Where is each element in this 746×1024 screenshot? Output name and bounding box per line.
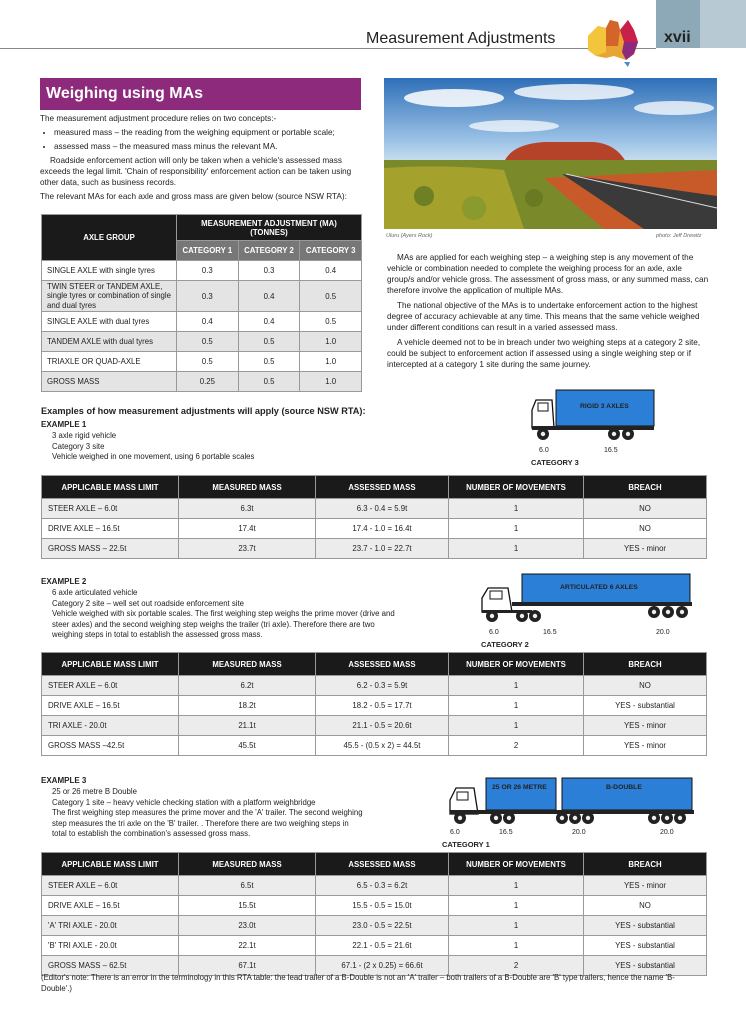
text-line: step measures the tri axle on the 'B' trailer. . Therefore there are two weighing steps in — [52, 818, 349, 828]
axle-mass-label: 20.0 — [660, 829, 674, 836]
table-cell: 18.2 - 0.5 = 17.7t — [316, 696, 449, 716]
table-cell: 17.4t — [179, 519, 316, 539]
axle-mass-label: 16.5 — [604, 447, 618, 454]
table-cell: STEER AXLE – 6.0t — [42, 499, 179, 519]
table-cell: 17.4 - 1.0 = 16.4t — [316, 519, 449, 539]
axle-mass-label: 16.5 — [499, 829, 513, 836]
table-cell: 23.7t — [179, 539, 316, 559]
table-cell: 1.0 — [300, 372, 362, 392]
example-3-table — [41, 852, 707, 976]
table-cell: 45.5t — [179, 736, 316, 756]
page-title: Measurement Adjustments — [366, 30, 556, 47]
category-label: CATEGORY 3 — [531, 458, 579, 467]
table-row — [42, 676, 707, 696]
col-header: NUMBER OF MOVEMENTS — [449, 476, 584, 499]
table-cell: YES - substantial — [584, 916, 707, 936]
table-cell: 45.5 - (0.5 x 2) = 44.5t — [316, 736, 449, 756]
col-header: BREACH — [584, 476, 707, 499]
table-cell: 6.3t — [179, 499, 316, 519]
table-cell: 18.2t — [179, 696, 316, 716]
col-header: ASSESSED MASS — [316, 476, 449, 499]
table-cell: 67.1t — [179, 956, 316, 976]
table-cell: 'A' TRI AXLE - 20.0t — [42, 916, 179, 936]
table-row — [42, 312, 362, 332]
table-cell: DRIVE AXLE – 16.5t — [42, 696, 179, 716]
axle-mass-label: 6.0 — [489, 629, 499, 636]
table-cell: 0.25 — [177, 372, 239, 392]
example-1-table — [41, 475, 707, 559]
example-2-table — [41, 652, 707, 756]
text-line: Vehicle weighed with six portable scales. The first weighing step weighs the prime mover (drive and — [52, 609, 395, 618]
table-row — [42, 736, 707, 756]
table-cell: 1 — [449, 539, 584, 559]
table-cell: 0.5 — [238, 352, 300, 372]
table-cell: GROSS MASS – 22.5t — [42, 539, 179, 559]
table-cell: 1 — [449, 716, 584, 736]
col-header: APPLICABLE MASS LIMIT — [42, 653, 179, 676]
text-line: total to establish the combination's assessed gross mass. — [52, 829, 251, 838]
table-row — [42, 696, 707, 716]
table-row — [42, 519, 707, 539]
table-row — [42, 539, 707, 559]
table-cell: 6.5t — [179, 876, 316, 896]
table-cell: TRI AXLE - 20.0t — [42, 716, 179, 736]
table-cell: NO — [584, 676, 707, 696]
example-1-label: EXAMPLE 1 — [41, 420, 87, 429]
text-line: The first weighing step measures the prime mover and the 'A' trailer. The second weighing — [52, 808, 363, 817]
table-cell: 22.1t — [179, 936, 316, 956]
col-header: BREACH — [584, 853, 707, 876]
table-row — [42, 716, 707, 736]
table-cell: TRIAXLE OR QUAD-AXLE — [42, 352, 177, 372]
table-cell: STEER AXLE – 6.0t — [42, 676, 179, 696]
table-cell: NO — [584, 499, 707, 519]
table-cell: 0.4 — [177, 312, 239, 332]
header-divider — [0, 48, 656, 49]
col-header: APPLICABLE MASS LIMIT — [42, 476, 179, 499]
col-header: MEASUREMENT ADJUSTMENT (MA) (TONNES) — [177, 215, 362, 241]
table-cell: 1.0 — [300, 352, 362, 372]
col-header: CATEGORY 3 — [300, 241, 362, 261]
table-cell: 6.5 - 0.3 = 6.2t — [316, 876, 449, 896]
table-row — [42, 281, 362, 312]
text-line: Category 3 site — [52, 441, 105, 451]
col-header: APPLICABLE MASS LIMIT — [42, 853, 179, 876]
table-cell: 0.5 — [300, 281, 362, 312]
table-cell: 6.3 - 0.4 = 5.9t — [316, 499, 449, 519]
intro-line: The measurement adjustment procedure relies on two concepts:- — [40, 114, 277, 123]
truck-label: RIGID 3 AXLES — [580, 403, 629, 410]
table-cell: NO — [584, 896, 707, 916]
table-cell: 1 — [449, 696, 584, 716]
example-3-text — [52, 787, 363, 840]
table-cell: 0.3 — [177, 261, 239, 281]
table-cell: 6.2t — [179, 676, 316, 696]
australia-map-icon — [584, 16, 642, 68]
examples-heading: Examples of how measurement adjustments will apply (source NSW RTA): — [41, 406, 366, 416]
table-cell: 0.5 — [238, 332, 300, 352]
text-line: Vehicle weighed in one movement, using 6 portable scales — [52, 452, 255, 461]
table-cell: 1 — [449, 676, 584, 696]
col-header: MEASURED MASS — [179, 653, 316, 676]
example-2-label: EXAMPLE 2 — [41, 577, 87, 586]
table-cell: 0.5 — [238, 372, 300, 392]
paragraph: The relevant MAs for each axle and gross mass are given below (source NSW RTA): — [40, 192, 347, 201]
example-3-label: EXAMPLE 3 — [41, 776, 87, 785]
table-row — [42, 499, 707, 519]
col-header: MEASURED MASS — [179, 476, 316, 499]
table-cell: 0.3 — [177, 281, 239, 312]
table-row — [42, 332, 362, 352]
table-cell: 0.5 — [300, 312, 362, 332]
text-line: weighing steps in total to establish the assessed gross mass. — [52, 630, 263, 639]
text-line: Category 2 site – well set out roadside enforcement site — [52, 598, 244, 608]
table-cell: 0.5 — [177, 352, 239, 372]
concept-list — [40, 127, 362, 152]
table-cell: 23.7 - 1.0 = 22.7t — [316, 539, 449, 559]
table-row — [42, 916, 707, 936]
table-cell: GROSS MASS –42.5t — [42, 736, 179, 756]
editor-note: (Editor's note: There is an error in the terminology in this RTA table: the lead trailer of a B-Double is not an 'A' trailer – both trailers of a B-Double are 'B' type trailers, hence the name 'B-Double'.) — [41, 973, 675, 993]
table-cell: 67.1 - (2 x 0.25) = 66.6t — [316, 956, 449, 976]
table-cell: 1 — [449, 936, 584, 956]
table-cell: TANDEM AXLE with dual tyres — [42, 332, 177, 352]
table-cell: 0.3 — [238, 261, 300, 281]
table-row — [42, 876, 707, 896]
table-cell: 23.0 - 0.5 = 22.5t — [316, 916, 449, 936]
text-line: 6 axle articulated vehicle — [52, 588, 138, 597]
axle-mass-label: 6.0 — [450, 829, 460, 836]
table-cell: DRIVE AXLE – 16.5t — [42, 519, 179, 539]
col-header: NUMBER OF MOVEMENTS — [449, 653, 584, 676]
paragraph: MAs are applied for each weighing step – a weighing step is any movement of the vehicle or combination needed to complete the weighing process for an axle, axle group/s and/or vehicle gross. The assessment of gross mass, or any summed mass, can therefore involve the application of multiple MAs. — [387, 253, 709, 295]
table-cell: 2 — [449, 956, 584, 976]
col-header: CATEGORY 1 — [177, 241, 239, 261]
text-line: Category 1 site – heavy vehicle checking station with a platform weighbridge — [52, 797, 316, 807]
table-cell: GROSS MASS – 62.5t — [42, 956, 179, 976]
table-cell: DRIVE AXLE – 16.5t — [42, 896, 179, 916]
category-label: CATEGORY 1 — [442, 840, 490, 849]
table-cell: 21.1 - 0.5 = 20.6t — [316, 716, 449, 736]
table-cell: 1 — [449, 916, 584, 936]
table-cell: YES - minor — [584, 716, 707, 736]
table-cell: 0.4 — [238, 281, 300, 312]
col-header: CATEGORY 2 — [238, 241, 300, 261]
col-header: ASSESSED MASS — [316, 853, 449, 876]
table-cell: YES - substantial — [584, 936, 707, 956]
truck-label: 25 OR 26 METRE — [492, 784, 547, 791]
axle-mass-label: 16.5 — [543, 629, 557, 636]
table-cell: YES - minor — [584, 539, 707, 559]
table-cell: 6.2 - 0.3 = 5.9t — [316, 676, 449, 696]
axle-mass-label: 20.0 — [572, 829, 586, 836]
paragraph: A vehicle deemed not to be in breach under two weighing steps at a category 2 site, could be subject to enforcement action if assessed using a single weighing step or if intercepted at a category 1 site during the same journey. — [387, 338, 701, 369]
col-header: ASSESSED MASS — [316, 653, 449, 676]
table-cell: GROSS MASS — [42, 372, 177, 392]
table-cell: 22.1 - 0.5 = 21.6t — [316, 936, 449, 956]
col-header: NUMBER OF MOVEMENTS — [449, 853, 584, 876]
example-1-text — [52, 431, 254, 463]
uluru-photo — [384, 78, 717, 229]
ma-table — [41, 214, 362, 392]
articulated-truck-diagram — [478, 572, 693, 626]
rigid-truck-diagram — [528, 388, 658, 448]
table-cell: 2 — [449, 736, 584, 756]
text-line: 3 axle rigid vehicle — [52, 431, 117, 440]
table-cell: STEER AXLE – 6.0t — [42, 876, 179, 896]
table-cell: YES - minor — [584, 876, 707, 896]
table-cell: 15.5 - 0.5 = 15.0t — [316, 896, 449, 916]
table-cell: 1 — [449, 896, 584, 916]
paragraph: The national objective of the MAs is to undertake enforcement action to the highest degree of accuracy achievable at any time. This means that the same vehicle weighed under different conditions can result in a varied assessed mass. — [387, 301, 700, 332]
table-cell: 21.1t — [179, 716, 316, 736]
example-2-text — [52, 588, 395, 641]
table-cell: 1 — [449, 499, 584, 519]
table-cell: 23.0t — [179, 916, 316, 936]
table-cell: 'B' TRI AXLE - 20.0t — [42, 936, 179, 956]
paragraph: Roadside enforcement action will only be taken when a vehicle's assessed mass exceeds the legal limit. 'Chain of responsibility' enforcement action can be taken using other data, such as business records. — [40, 156, 352, 187]
table-cell: SINGLE AXLE with single tyres — [42, 261, 177, 281]
table-cell: 0.5 — [177, 332, 239, 352]
table-cell: 1.0 — [300, 332, 362, 352]
axle-mass-label: 20.0 — [656, 629, 670, 636]
col-header: AXLE GROUP — [42, 215, 177, 261]
right-column-text — [387, 252, 709, 374]
table-cell: 0.4 — [238, 312, 300, 332]
b-double-truck-diagram — [446, 776, 694, 828]
photo-credit: photo: Jeff Drewitz — [656, 233, 702, 239]
intro-text — [40, 113, 362, 205]
table-cell: 1 — [449, 876, 584, 896]
table-cell: NO — [584, 519, 707, 539]
table-cell: 1 — [449, 519, 584, 539]
table-cell: SINGLE AXLE with dual tyres — [42, 312, 177, 332]
table-cell: YES - substantial — [584, 956, 707, 976]
table-row — [42, 261, 362, 281]
col-header: BREACH — [584, 653, 707, 676]
photo-caption: Uluru (Ayers Rock) — [386, 233, 433, 239]
table-cell: TWIN STEER or TANDEM AXLE, single tyres or combination of single and dual tyres — [42, 281, 177, 312]
header-tab-accent — [700, 0, 746, 48]
axle-mass-label: 6.0 — [539, 447, 549, 454]
list-item: • assessed mass – the measured mass minus the relevant MA. — [54, 141, 362, 152]
table-cell: YES - substantial — [584, 696, 707, 716]
truck-label: B-DOUBLE — [606, 784, 642, 791]
table-cell: 0.4 — [300, 261, 362, 281]
page-number: xvii — [664, 29, 691, 46]
table-row — [42, 896, 707, 916]
list-item: • measured mass – the reading from the weighing equipment or portable scale; — [54, 127, 362, 138]
table-row — [42, 352, 362, 372]
table-row — [42, 372, 362, 392]
category-label: CATEGORY 2 — [481, 640, 529, 649]
col-header: MEASURED MASS — [179, 853, 316, 876]
text-line: 25 or 26 metre B Double — [52, 787, 137, 796]
section-heading: Weighing using MAs — [40, 78, 361, 110]
table-cell: 15.5t — [179, 896, 316, 916]
table-cell: YES - minor — [584, 736, 707, 756]
truck-label: ARTICULATED 6 AXLES — [560, 584, 638, 591]
table-row — [42, 936, 707, 956]
text-line: steer axles) and the second weighing step weighs the trailer (tri axle). Therefore there are two — [52, 619, 375, 629]
